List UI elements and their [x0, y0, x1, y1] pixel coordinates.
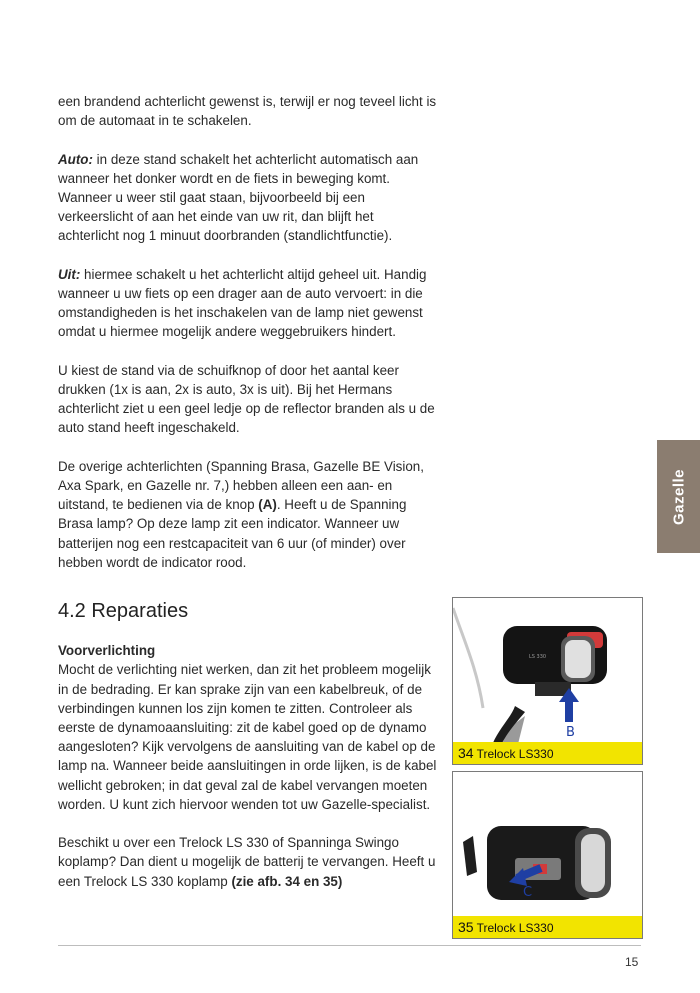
label-auto: Auto:: [58, 151, 93, 167]
figure-34: [452, 597, 643, 765]
paragraph-uit: [58, 265, 438, 342]
page-number: 15: [625, 955, 639, 969]
marker-c: C: [523, 885, 533, 900]
section-heading: 4.2 Reparaties: [58, 600, 189, 623]
caption-34: 34 Trelock LS330: [453, 742, 642, 764]
label-uit: Uit:: [58, 266, 81, 282]
paragraph-repair: Mocht de verlichting niet werken, dan zit het probleem mogelijk in de bedrading. Er kan sprake zijn van een kabelbreuk, of de verbindingen kunnen los zijn komen te zitten. Controleer als eerste de dynamoaansluiting: zit de kabel goed op de dynamo aangesloten? Kijk vervolgens de aansluiting van de kabel op de lamp na. Wanneer beide aansluitingen in orde lijken, is de kabel wellicht gebroken; in dat geval zal de kabel vervangen moeten worden. U kunt zich hiervoor wenden tot uw Gazelle-specialist.: [58, 662, 437, 812]
caption-35: 35 Trelock LS330: [453, 916, 642, 938]
figure-35: [452, 771, 643, 939]
marker-b: B: [566, 725, 575, 740]
paragraph-stand: U kiest de stand via de schuifknop of door het aantal keer drukken (1x is aan, 2x is auto, 3x is uit). Bij het Hermans achterlicht ziet u een geel ledje op de reflector branden als u de auto stand heeft ingeschakeld.: [58, 362, 435, 436]
svg-text:LS 330: LS 330: [529, 654, 547, 660]
subheading: Voorverlichting: [58, 643, 156, 659]
lamp-photo-34: [453, 598, 642, 764]
text-auto: in deze stand schakelt het achterlicht automatisch aan wanneer het donker wordt en de fiets in beweging komt. Wanneer u weer stil gaat staan, bijvoorbeeld bij een verkeerslicht of aan het einde van uw rit, dan blijft het achterlicht nog 1 minuut doorbranden (standlichtfunctie).: [58, 151, 419, 244]
side-tab-label: Gazelle: [670, 468, 687, 525]
lamp-photo-35: [453, 772, 642, 938]
text-uit: hiermee schakelt u het achterlicht altijd geheel uit. Handig wanneer u uw fiets op een drager aan de auto vervoert: in die omstandigheden is het inschakelen van de lamp niet gewenst omdat u hiermee mogelijk andere weggebruikers hindert.: [58, 266, 427, 340]
paragraph-intro: een brandend achterlicht gewenst is, terwijl er nog teveel licht is om de automaat in te schakelen.: [58, 94, 437, 129]
paragraph-auto: [58, 150, 438, 246]
paragraph-other-lights: De overige achterlichten (Spanning Brasa, Gazelle BE Vision, Axa Spark, en Gazelle nr. 7,) hebben alleen een aan- en uitstand, te bedienen via de knop (A). Heeft u de Spanning Brasa lamp? Op deze lamp zit een indicator. Wanneer uw batterijen nog een restcapaciteit van 6 uur (of minder) over hebben wordt de indicator rood.: [58, 458, 424, 570]
footer-divider: [58, 945, 641, 946]
side-tab: [657, 440, 700, 553]
paragraph-trelock: Beschikt u over een Trelock LS 330 of Spanninga Swingo koplamp? Dan dient u mogelijk de batterij te vervangen. Heeft u een Trelock LS 330 koplamp (zie afb. 34 en 35): [58, 835, 436, 889]
text-column: [58, 92, 438, 910]
